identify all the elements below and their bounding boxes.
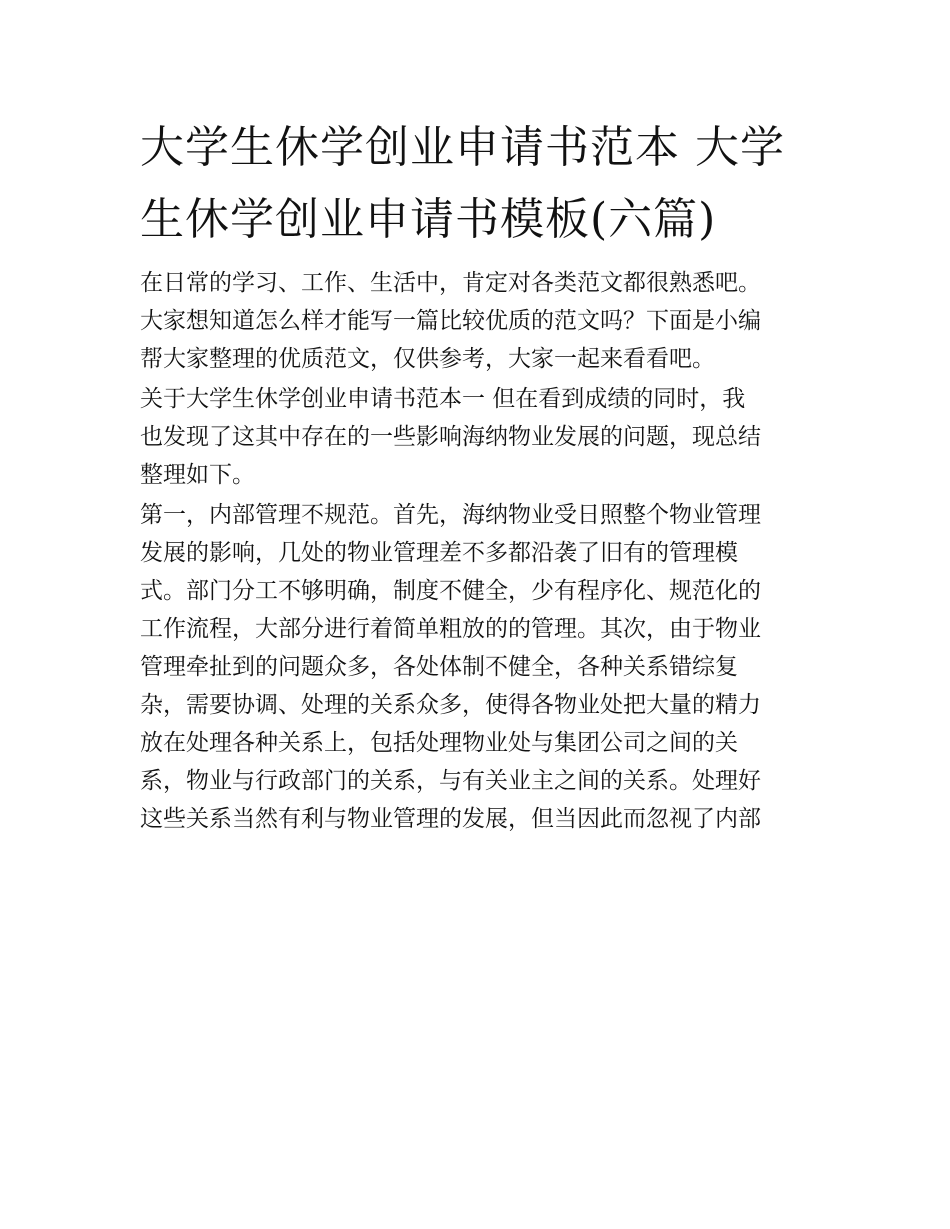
text-line: 放在处理各种关系上，包括处理物业处与集团公司之间的关 [140,730,738,756]
document-title: 大学生休学创业申请书范本 大学生休学创业申请书模板(六篇) [140,122,785,245]
text-line: 帮大家整理的优质范文，仅供参考，大家一起来看看吧。 [140,346,715,372]
text-line: 杂，需要协调、处理的关系众多，使得各物业处把大量的精力 [140,692,761,718]
text-line: 式。部门分工不够明确，制度不健全，少有程序化、规范化的 [140,578,761,604]
text-line: 工作流程，大部分进行着简单粗放的的管理。其次，由于物业 [140,616,761,642]
text-line: 这些关系当然有利与物业管理的发展，但当因此而忽视了内部 [140,806,761,832]
document-body [140,112,812,838]
text-line: 第一，内部管理不规范。首先，海纳物业受日照整个物业管理 [140,502,761,528]
text-line: 整理如下。 [140,462,255,488]
text-line: 在日常的学习、工作、生活中，肯定对各类范文都很熟悉吧。 [140,270,761,296]
text-line: 大家想知道怎么样才能写一篇比较优质的范文吗？下面是小编 [140,308,761,334]
intro-paragraph [140,264,812,378]
text-line: 管理牵扯到的问题众多，各处体制不健全，各种关系错综复 [140,654,738,680]
text-line: 也发现了这其中存在的一些影响海纳物业发展的问题，现总结 [140,424,761,450]
text-line: 系，物业与行政部门的关系，与有关业主之间的关系。处理好 [140,768,761,794]
text-line: 关于大学生休学创业申请书范本一 但在看到成绩的同时，我 [140,386,746,412]
management-issue-paragraph [140,496,812,838]
text-line: 发展的影响，几处的物业管理差不多都沿袭了旧有的管理模 [140,540,738,566]
sample-one-paragraph [140,380,812,494]
